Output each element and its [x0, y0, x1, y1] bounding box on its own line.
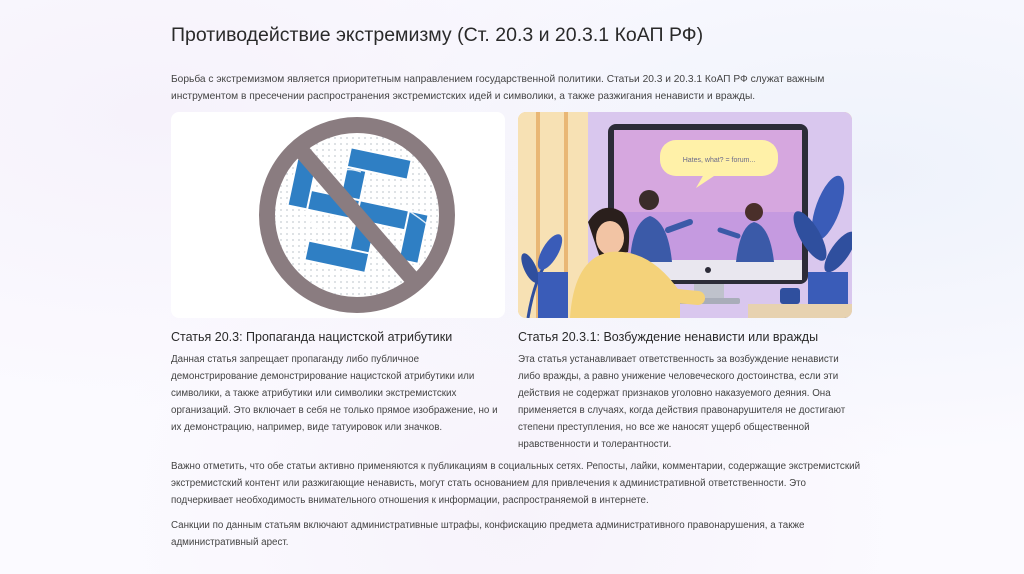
intro-paragraph: Борьба с экстремизмом является приоритетным направлением государственной политики. Статьи 20.3 и 20.3.1 КоАП РФ служат важным инструментом в пресечении распространения экстремистских идей и символики, а также разжигания ненависти и вражды.	[171, 74, 825, 102]
page-title: Противодействие экстремизму (Ст. 20.3 и 20.3.1 КоАП РФ)	[171, 24, 704, 46]
speech-bubble-text: Hates, what? = forum...	[682, 157, 756, 164]
prohibition-image	[171, 112, 505, 318]
left-column-heading: Статья 20.3: Пропаганда нацистской атрибутики	[171, 330, 453, 344]
right-column-heading: Статья 20.3.1: Возбуждение ненависти или вражды	[518, 330, 819, 344]
sanctions-paragraph: Санкции по данным статьям включают административные штрафы, конфискацию предмета административного правонарушения, а также административный арест.	[171, 520, 805, 548]
prohibited-symbol-icon	[171, 112, 505, 318]
social-media-paragraph: Важно отметить, что обе статьи активно применяются к публикациям в социальных сетях. Репосты, лайки, комментарии, содержащие экстремистский экстремистский контент или разжигающие ненависть, могут стать основанием для привлечения к административной ответственности. Это подчеркивает необходимость внимательного отношения к информации, распространяемой в интернете.	[171, 461, 861, 506]
right-column-text: Эта статья устанавливает ответственность за возбуждение ненависти либо вражды, а равно унижение человеческого достоинства, если эти действия не содержат признаков уголовно наказуемого деяния. Она применяется в случаях, когда действия правонарушителя не достигают степени преступления, но все же наносят ущерб общественной нравственности и толерантности.	[518, 354, 846, 450]
left-column-text: Данная статья запрещает пропаганду либо публичное демонстрирование демонстрирование нацистской атрибутики или символики, а также атрибутики или символики экстремистских организаций. Это включает в себя не только прямое изображение, но и их демонстрацию, например, виде татуировок или значков.	[171, 354, 498, 433]
people-arguing-on-screen-illustration	[518, 112, 852, 318]
hate-speech-illustration	[518, 112, 852, 318]
